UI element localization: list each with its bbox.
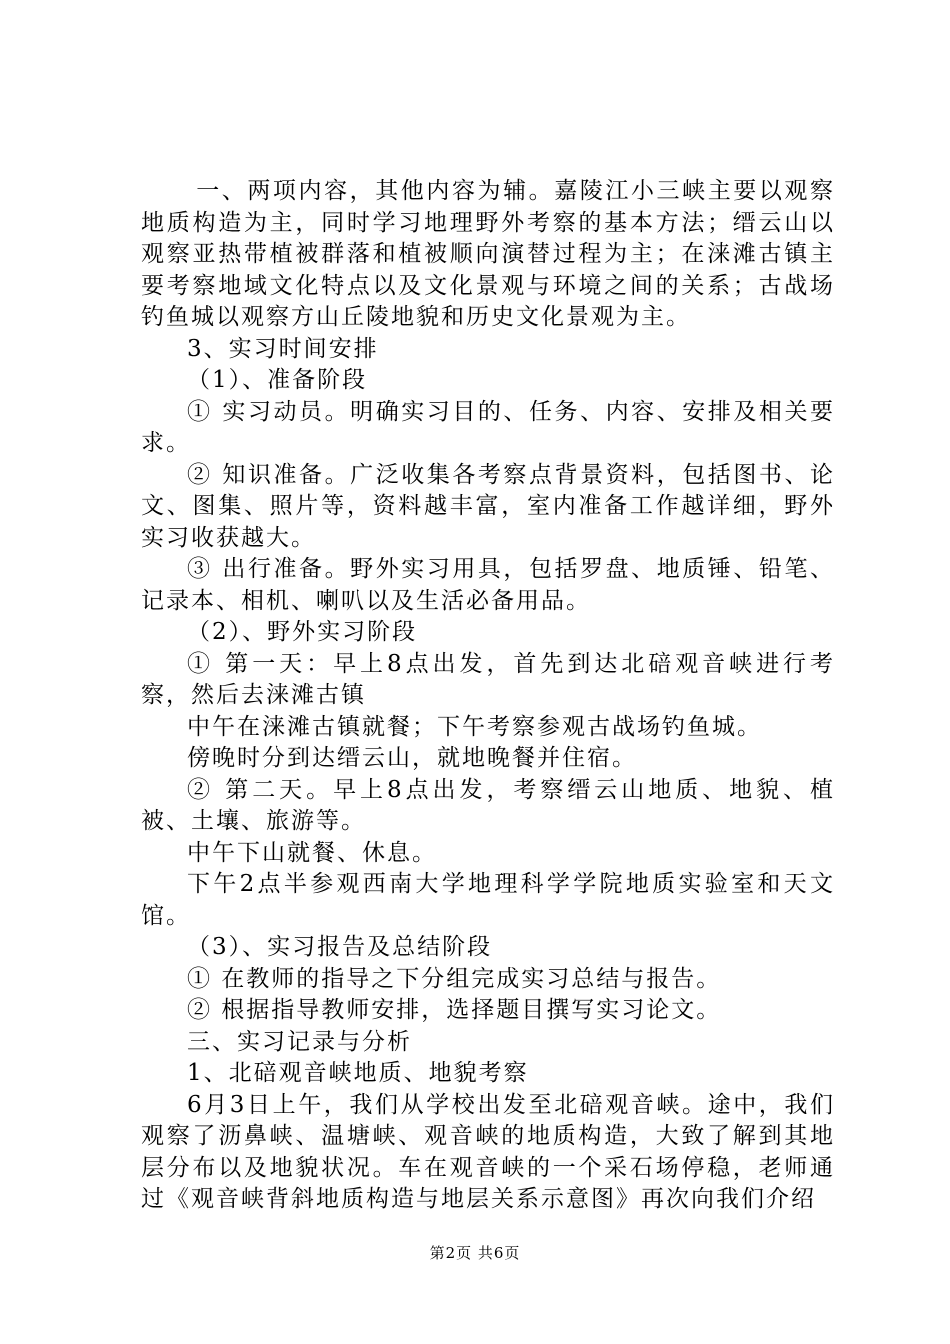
subsection-heading: （2）、野外实习阶段 (187, 619, 418, 645)
subsection-heading: 1、北碚观音峡地质、地貌考察 (187, 1060, 529, 1086)
paragraph: 下午2点半参观西南大学地理科学学院地质实验室和天文馆。 (141, 871, 835, 929)
subsection-heading: （3）、实习报告及总结阶段 (187, 934, 493, 960)
section-heading: 3、实习时间安排 (187, 335, 379, 362)
subsection-heading: （1）、准备阶段 (187, 367, 368, 393)
list-item: ① 第一天：早上8点出发，首先到达北碚观音峡进行考察，然后去涞滩古镇 (141, 650, 835, 708)
paragraph: 一、两项内容，其他内容为辅。嘉陵江小三峡主要以观察地质构造为主，同时学习地理野外考察的基本方法；缙云山以观察亚热带植被群落和植被顺向演替过程为主；在涞滩古镇主要考察地域文化特点以及文化景观与环境之间的关系；古战场钓鱼城以观察方山丘陵地貌和历史文化景观为主。 (141, 178, 835, 330)
paragraph: 6月3日上午，我们从学校出发至北碚观音峡。途中，我们观察了沥鼻峡、温塘峡、观音峡的地质构造，大致了解到其地层分布以及地貌状况。车在观音峡的一个采石场停稳，老师通过《观音峡背斜地质构造与地层关系示意图》再次向我们介绍 (141, 1091, 835, 1212)
document-body (141, 176, 835, 1216)
list-item: ① 在教师的指导之下分组完成实习总结与报告。 (187, 965, 722, 992)
list-item: ③ 出行准备。野外实习用具，包括罗盘、地质锤、铅笔、记录本、相机、喇叭以及生活必备用品。 (141, 556, 835, 614)
list-item: ① 实习动员。明确实习目的、任务、内容、安排及相关要求。 (141, 398, 835, 456)
list-item: ② 第二天。早上8点出发，考察缙云山地质、地貌、植被、土壤、旅游等。 (141, 776, 835, 834)
list-item: ② 根据指导教师安排，选择题目撰写实习论文。 (187, 997, 722, 1023)
page-number: 第2页 共6页 (429, 1244, 521, 1262)
list-item: ② 知识准备。广泛收集各考察点背景资料，包括图书、论文、图集、照片等，资料越丰富，室内准备工作越详细，野外实习收获越大。 (141, 461, 835, 551)
section-heading: 三、实习记录与分析 (187, 1028, 412, 1055)
paragraph: 中午在涞滩古镇就餐；下午考察参观古战场钓鱼城。 (187, 713, 762, 740)
paragraph: 傍晚时分到达缙云山，就地晚餐并住宿。 (187, 745, 637, 771)
paragraph: 中午下山就餐、休息。 (187, 839, 437, 866)
